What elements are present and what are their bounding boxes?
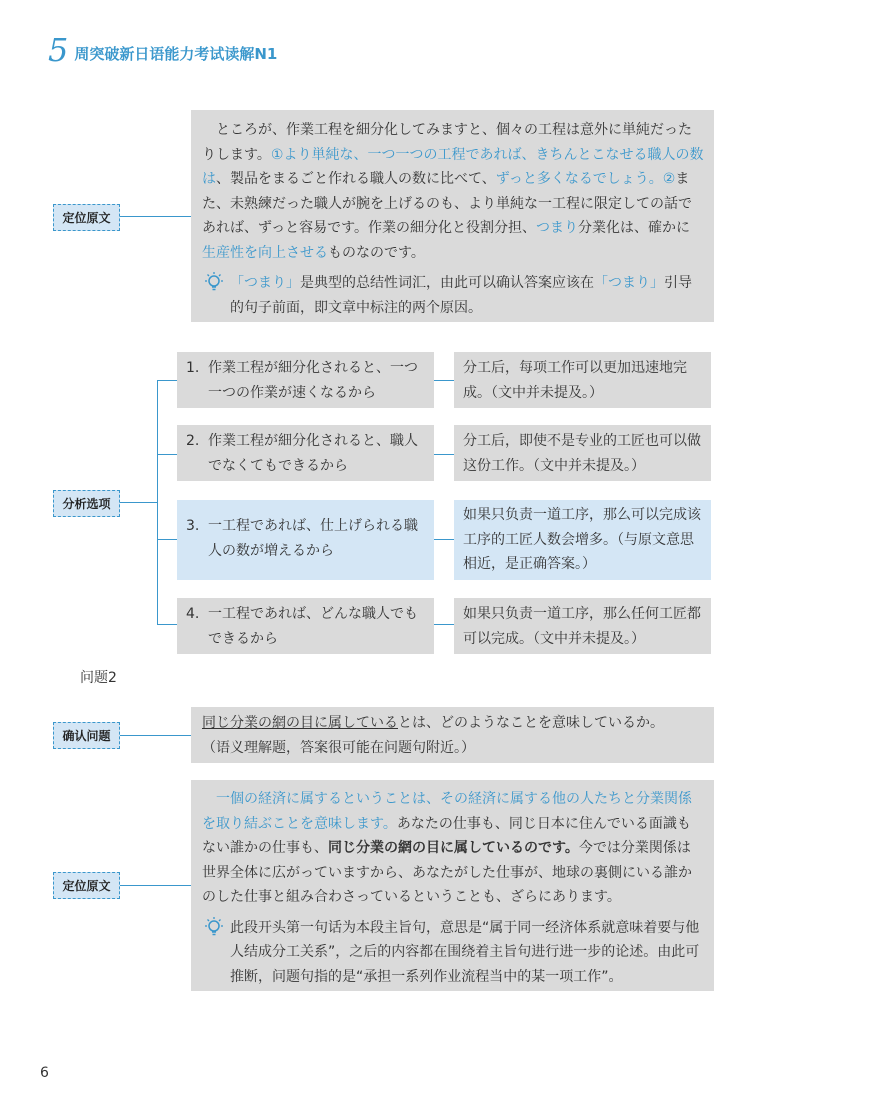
tip-note-2: [202, 916, 704, 990]
tip-text-2: 此段开头第一句话为本段主旨句，意思是“属于同一经济体系就意味着要与他人结成分工关系”，之后的内容都在围绕着主旨句进行进一步的论述。由此可推断，问题句指的是“承担一系列作业流程当中的某一项工作”。: [230, 919, 700, 985]
question-box: [191, 707, 714, 763]
option-2-analysis: 分工后，即使不是专业的工匠也可以做这份工作。（文中并未提及。）: [454, 425, 711, 481]
label-analyze-options: 分析选项: [53, 490, 120, 517]
chapter-number: 5: [48, 31, 69, 69]
tip-text-1: 「つまり」是典型的总结性词汇，由此可以确认答案应该在「つまり」引导的句子前面，即文章中标注的两个原因。: [230, 275, 692, 316]
page-number: 6: [40, 1065, 49, 1081]
bracket-branch: [157, 454, 177, 455]
connector-line: [434, 454, 454, 455]
source-paragraph-2: 一個の経済に属するということは、その経済に属する他の人たちと分業関係を取り結ぶことを意味します。あなたの仕事も、同じ日本に住んでいる面識もない誰かの仕事も、同じ分業の網の目に属しているのです。今では分業関係は世界全体に広がっていますから、あなたがした仕事が、地球の裏側にいる誰かのした仕事と組み合わさっているということも、ざらにあります。: [202, 791, 692, 905]
lightbulb-icon: [202, 271, 226, 293]
bracket-branch: [157, 380, 177, 381]
bracket-branch: [157, 624, 177, 625]
option-3-analysis: 如果只负责一道工序，那么可以完成该工序的工匠人数会增多。（与原文意思相近，是正确答案。）: [454, 500, 711, 580]
bracket-line: [157, 380, 158, 625]
source-paragraph-1: ところが、作業工程を細分化してみますと、個々の工程は意外に単純だったりします。①より単純な、一つ一つの工程であれば、きちんとこなせる職人の数は、製品をまるごと作れる職人の数に比べて、ずっと多くなるでしょう。②また、未熟練だった職人が腕を上げるのも、より単純な一工程に限定しての話であれば、ずっと容易です。作業の細分化と役割分担、つまり分業化は、確かに生産性を向上させるものなのです。: [202, 122, 704, 261]
question-text: 同じ分業の網の目に属しているとは、どのようなことを意味しているか。: [202, 715, 664, 731]
connector-line: [120, 502, 157, 503]
tip-note-1: [202, 271, 704, 320]
label-confirm-question: 确认问题: [53, 722, 120, 749]
source-text-box-1: [191, 110, 714, 322]
running-header: [48, 31, 278, 69]
label-locate-text: 定位原文: [53, 872, 120, 899]
option-4-analysis: 如果只负责一道工序，那么任何工匠都可以完成。（文中并未提及。）: [454, 598, 711, 654]
bracket-branch: [157, 539, 177, 540]
connector-line: [434, 539, 454, 540]
label-locate-text: 定位原文: [53, 204, 120, 231]
option-3-japanese: 3. 一工程であれば、仕上げられる職人の数が増えるから: [177, 500, 434, 580]
connector-line: [434, 380, 454, 381]
book-title: 周突破新日语能力考试读解N1: [74, 45, 278, 63]
connector-line: [120, 216, 191, 217]
connector-line: [434, 624, 454, 625]
option-1-japanese: 1. 作業工程が細分化されると、一つ一つの作業が速くなるから: [177, 352, 434, 408]
option-4-japanese: 4. 一工程であれば、どんな職人でもできるから: [177, 598, 434, 654]
question-hint: （语义理解题，答案很可能在问题句附近。）: [202, 739, 475, 756]
question-2-heading: 问题2: [80, 670, 117, 686]
source-text-box-2: [191, 780, 714, 991]
option-1-analysis: 分工后，每项工作可以更加迅速地完成。（文中并未提及。）: [454, 352, 711, 408]
lightbulb-icon: [202, 916, 226, 938]
connector-line: [120, 735, 191, 736]
option-2-japanese: 2. 作業工程が細分化されると、職人でなくてもできるから: [177, 425, 434, 481]
connector-line: [120, 885, 191, 886]
